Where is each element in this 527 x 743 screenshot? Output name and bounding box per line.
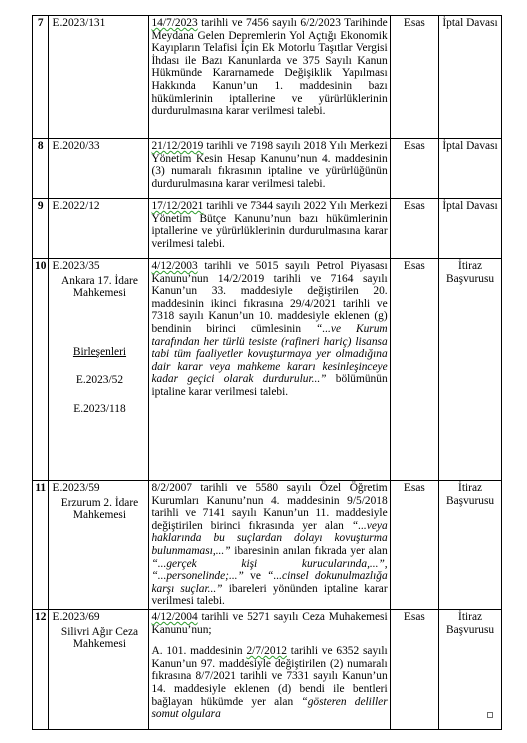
table-row — [33, 16, 502, 139]
docket-type-cell — [390, 199, 438, 259]
joined-case-number: E.2023/52 — [75, 374, 124, 387]
text-run: 17/12/2021 — [151, 200, 204, 212]
text-run: ibaresinin anılan fıkrada yer alan — [230, 544, 388, 557]
text-run: ve — [243, 570, 268, 583]
subject-text — [151, 140, 387, 190]
row-number-text: 9 — [37, 200, 44, 212]
case-number: E.2023/69 — [52, 610, 100, 623]
docket-type-cell — [390, 16, 438, 139]
text-run: “...veya haklarında bu suçlardan dolayı kovuşturma bulunmaması,...” — [151, 519, 388, 557]
table-row — [33, 139, 502, 199]
table-body — [33, 16, 502, 730]
decision-table-page — [32, 15, 502, 730]
referring-court: Silivri Ağır Ceza Mahkemesi — [60, 625, 139, 651]
row-number-text: 8 — [37, 140, 44, 152]
docket-type: Esas — [403, 200, 425, 212]
text-run: “...gerçek kişi kurucularında,...”, “...personelinde;...” — [151, 557, 388, 583]
text-run: 4/12/2003 — [151, 260, 198, 272]
case-number: E.2022/12 — [52, 200, 100, 212]
text-run: tarihli ve 5271 sayılı Ceza Muhakemesi Kanunu’nun; — [151, 610, 388, 636]
case-number-cell — [49, 609, 149, 729]
subject-text — [151, 482, 387, 608]
row-number-text: 7 — [37, 17, 44, 29]
text-run: 4/12/2004 — [151, 610, 198, 623]
text-run: ibareleri yönünden iptaline karar verilmesi talebi. — [151, 582, 388, 608]
case-type: İptal Davası — [442, 17, 498, 29]
docket-type: Esas — [403, 17, 425, 29]
referring-court: Erzurum 2. İdare Mahkemesi — [60, 496, 139, 522]
table-row — [33, 199, 502, 259]
subject-cell — [149, 259, 390, 481]
subject-text — [151, 200, 387, 250]
text-run: 8/2/2007 tarihli ve 5580 sayılı Özel Öğretim Kurumları Kanunu’nun 4. maddesinin 9/5/2018 tarihli ve 7141 sayılı Kanun’un 11. maddesiyle değiştirilen birinci fıkrasında yer alan — [151, 482, 388, 532]
case-number-cell — [49, 16, 149, 139]
case-type-cell — [439, 199, 502, 259]
row-number — [33, 16, 49, 139]
case-type-cell — [439, 139, 502, 199]
case-type-cell — [439, 16, 502, 139]
text-run: “...ve Kurum tarafından her türlü tesiste (rafineri hariç) lisansa tabi tüm faaliyetler kovuşturmaya yer olmadığına dair karar veya mahkeme kararı kesinleşinceye kadar geçici olarak durdurulur...” — [151, 322, 388, 386]
case-number: E.2020/33 — [52, 140, 100, 152]
row-number — [33, 199, 49, 259]
text-run: tarihli ve 7456 sayılı 6/2/2023 Tarihinde Meydana Gelen Depremlerin Yol Açtığı Ekonomik Kayıpların Telafisi İçin Ek Motorlu Taşıtlar Vergisi İhdası ile Bazı Kanunlarda ve 375 Sayılı Kanun Hükmünde Kararnamede Değişiklik Yapılması Hakkında Kanun’un 1. maddesinin bazı hükümlerinin iptallerine ve yürürlüklerinin durdurulmasına karar verilmesi talebi. — [151, 17, 388, 118]
subject-cell — [149, 199, 390, 259]
table-row — [33, 481, 502, 610]
docket-type: Esas — [403, 482, 425, 494]
paragraph-end-marker — [487, 712, 493, 718]
docket-type-cell — [390, 259, 438, 481]
docket-type: Esas — [403, 140, 425, 152]
text-run: 2/7/2012 — [246, 645, 287, 658]
table-row — [33, 259, 502, 481]
docket-type-cell — [390, 609, 438, 729]
case-number-cell — [49, 139, 149, 199]
subject-text — [151, 611, 387, 636]
text-run: tarihli ve 6352 sayılı Kanun’un 97. maddesiyle değiştirilen (2) numaralı fıkrasına 8/7/2021 tarihli ve 7331 sayılı Kanun’un 14. maddesiyle eklenen (d) bendi ile bentleri bağlayan hükümde yer alan — [151, 645, 388, 708]
subject-cell — [149, 16, 390, 139]
docket-type: Esas — [403, 610, 425, 623]
case-type: İtiraz Başvurusu — [446, 482, 495, 507]
text-run: tarihli ve 5015 sayılı Petrol Piyasası Kanunu’nun 14/2/2019 tarihli ve 7164 sayılı Kanun’un 33. maddesiyle değiştirilen 20. maddesinin ikinci fıkrasına 29/4/2021 tarihli ve 7318 sayılı Kanun’un 10. maddesiyle eklenen (g) bendinin birinci cümlesinin — [151, 260, 388, 335]
row-number-text: 12 — [35, 610, 47, 623]
case-type: İtiraz Başvurusu — [446, 610, 495, 636]
docket-type-cell — [390, 481, 438, 610]
text-run: tarihli ve 7344 sayılı 2022 Yılı Merkezi Yönetim Bütçe Kanunu’nun bazı hükümlerinin iptallerine ve yürürlüklerinin durdurulmasına karar verilmesi talebi. — [151, 200, 388, 250]
subject-cell — [149, 609, 390, 729]
text-run: “...cinsel dokunulmazlığa karşı suçlar...” — [151, 570, 388, 595]
row-number-text: 10 — [35, 260, 47, 272]
text-run: 21/12/2019 — [151, 140, 204, 152]
docket-type-cell — [390, 139, 438, 199]
text-run: 14/7/2023 — [151, 17, 198, 29]
row-number-text: 11 — [35, 482, 47, 494]
case-type-cell — [439, 481, 502, 610]
joined-case-number: E.2023/118 — [73, 402, 126, 415]
text-run: tarihli ve 7198 sayılı 2018 Yılı Merkezi Yönetim Kesin Hesap Kanunu’nun 4. maddesinin (3) numaralı fıkrasının iptaline ve yürürlüğünün durdurulmasına karar verilmesi talebi. — [151, 140, 388, 190]
case-type-cell — [439, 259, 502, 481]
subject-text — [151, 17, 387, 118]
case-type: İptal Davası — [442, 140, 498, 152]
case-number: E.2023/131 — [52, 17, 106, 29]
case-number-cell — [49, 259, 149, 481]
row-number — [33, 609, 49, 729]
row-number — [33, 481, 49, 610]
subject-cell — [149, 139, 390, 199]
case-number: E.2023/59 — [52, 482, 100, 494]
text-run: “gösteren deliller somut olgulara — [151, 695, 388, 721]
joined-cases-label: Birleşenleri — [72, 345, 127, 358]
subject-text-item-a — [151, 645, 387, 721]
row-number — [33, 139, 49, 199]
case-number-cell — [49, 199, 149, 259]
table-row — [33, 609, 502, 729]
subject-cell — [149, 481, 390, 610]
text-run: bölümünün iptaline karar verilmesi talebi. — [151, 373, 388, 398]
case-number-cell — [49, 481, 149, 610]
case-type: İtiraz Başvurusu — [446, 260, 495, 285]
row-number — [33, 259, 49, 481]
decision-table — [32, 15, 502, 730]
subject-text — [151, 260, 387, 399]
case-number: E.2023/35 — [52, 260, 100, 272]
case-type: İptal Davası — [442, 200, 498, 212]
docket-type: Esas — [403, 260, 425, 272]
referring-court: Ankara 17. İdare Mahkemesi — [61, 274, 138, 300]
text-run: A. 101. maddesinin — [151, 645, 247, 658]
